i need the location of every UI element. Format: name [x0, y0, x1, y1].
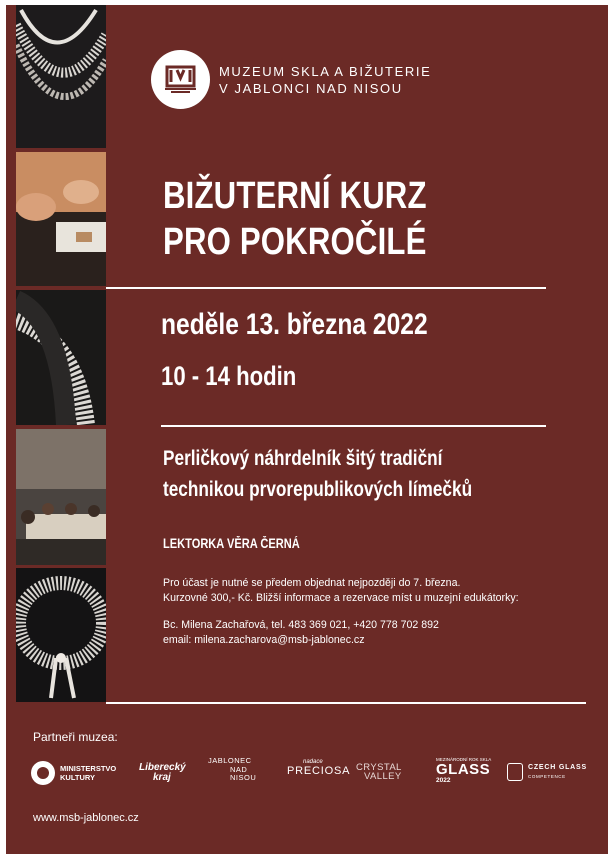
partner-jablonec-nad-nisou	[208, 757, 256, 783]
photo-beaded-collar-top	[16, 5, 106, 148]
crystal-line2: VALLEY	[364, 771, 402, 782]
liberec-line1: Liberecký	[139, 762, 186, 773]
glass-big: GLASS	[436, 761, 491, 778]
poster	[6, 5, 608, 854]
event-date: neděle 13. března 2022	[161, 308, 428, 341]
museum-logo	[151, 50, 210, 109]
ministerstvo-logo-icon	[31, 761, 55, 785]
liberec-line2: kraj	[153, 772, 171, 783]
website-link[interactable]: www.msb-jablonec.cz	[33, 812, 139, 824]
info-line1: Pro účast je nutné se předem objednat nejpozději do 7. března.	[163, 577, 461, 589]
info-contact: Bc. Milena Zachařová, tel. 483 369 021, +420 778 702 892	[163, 619, 439, 631]
czechglass-line1: CZECH GLASS	[528, 764, 587, 771]
partner-liberecky-kraj	[139, 763, 186, 783]
course-subtitle-line2: technikou prvorepublikových límečků	[163, 478, 473, 501]
partner-crystal-valley	[356, 763, 402, 781]
photo-hands-beading	[16, 152, 106, 286]
jablonec-line2: NAD	[230, 764, 248, 774]
lecturer-name: LEKTORKA VĚRA ČERNÁ	[163, 536, 300, 551]
photo-beaded-collar-bow	[16, 568, 106, 702]
museum-name	[219, 63, 431, 97]
preciosa-big: PRECIOSA	[287, 765, 351, 777]
course-title-line2: PRO POKROČILÉ	[163, 221, 427, 263]
course-subtitle	[163, 443, 472, 505]
partner-czech-glass-competence	[507, 763, 587, 781]
preciosa-small: nadace	[303, 759, 323, 765]
jablonec-line1: JABLONEC	[208, 756, 252, 765]
info-email: email: milena.zacharova@msb-jablonec.cz	[163, 633, 365, 646]
partners-title: Partneři muzea:	[33, 730, 118, 744]
crystal-line1: CRYSTAL	[356, 762, 402, 773]
course-subtitle-line1: Perličkový náhrdelník šitý tradiční	[163, 447, 443, 470]
museum-name-line2: V JABLONCI NAD NISOU	[219, 81, 403, 96]
glass-small: MEZINÁRODNÍ ROK SKLA	[436, 757, 492, 762]
course-info	[163, 576, 519, 647]
ministerstvo-line1: MINISTERSTVO	[60, 764, 117, 773]
museum-name-line1: MUZEUM SKLA A BIŽUTERIE	[219, 64, 432, 79]
czechglass-line2: COMPETENCE	[528, 774, 566, 779]
partner-nadace-preciosa	[287, 759, 350, 777]
partner-glass-2022	[436, 757, 491, 784]
info-line2: Kurzovné 300,- Kč. Bližší informace a rezervace míst u muzejní edukátorky:	[163, 591, 519, 604]
course-title	[163, 173, 427, 265]
czech-glass-logo-icon	[507, 763, 523, 781]
course-title-line1: BIŽUTERNÍ KURZ	[163, 175, 427, 217]
photo-workshop-room	[16, 429, 106, 565]
photo-beaded-collar-closeup	[16, 290, 106, 425]
divider-middle	[161, 425, 546, 427]
glass-year: 2022	[436, 777, 451, 784]
divider-bottom	[106, 702, 586, 704]
ministerstvo-line2: KULTURY	[60, 773, 95, 782]
jablonec-line3: NISOU	[230, 773, 257, 782]
partner-logos	[31, 757, 591, 797]
divider-top	[106, 287, 546, 289]
event-hours: 10 - 14 hodin	[161, 361, 297, 391]
partner-ministerstvo-kultury	[31, 761, 116, 785]
